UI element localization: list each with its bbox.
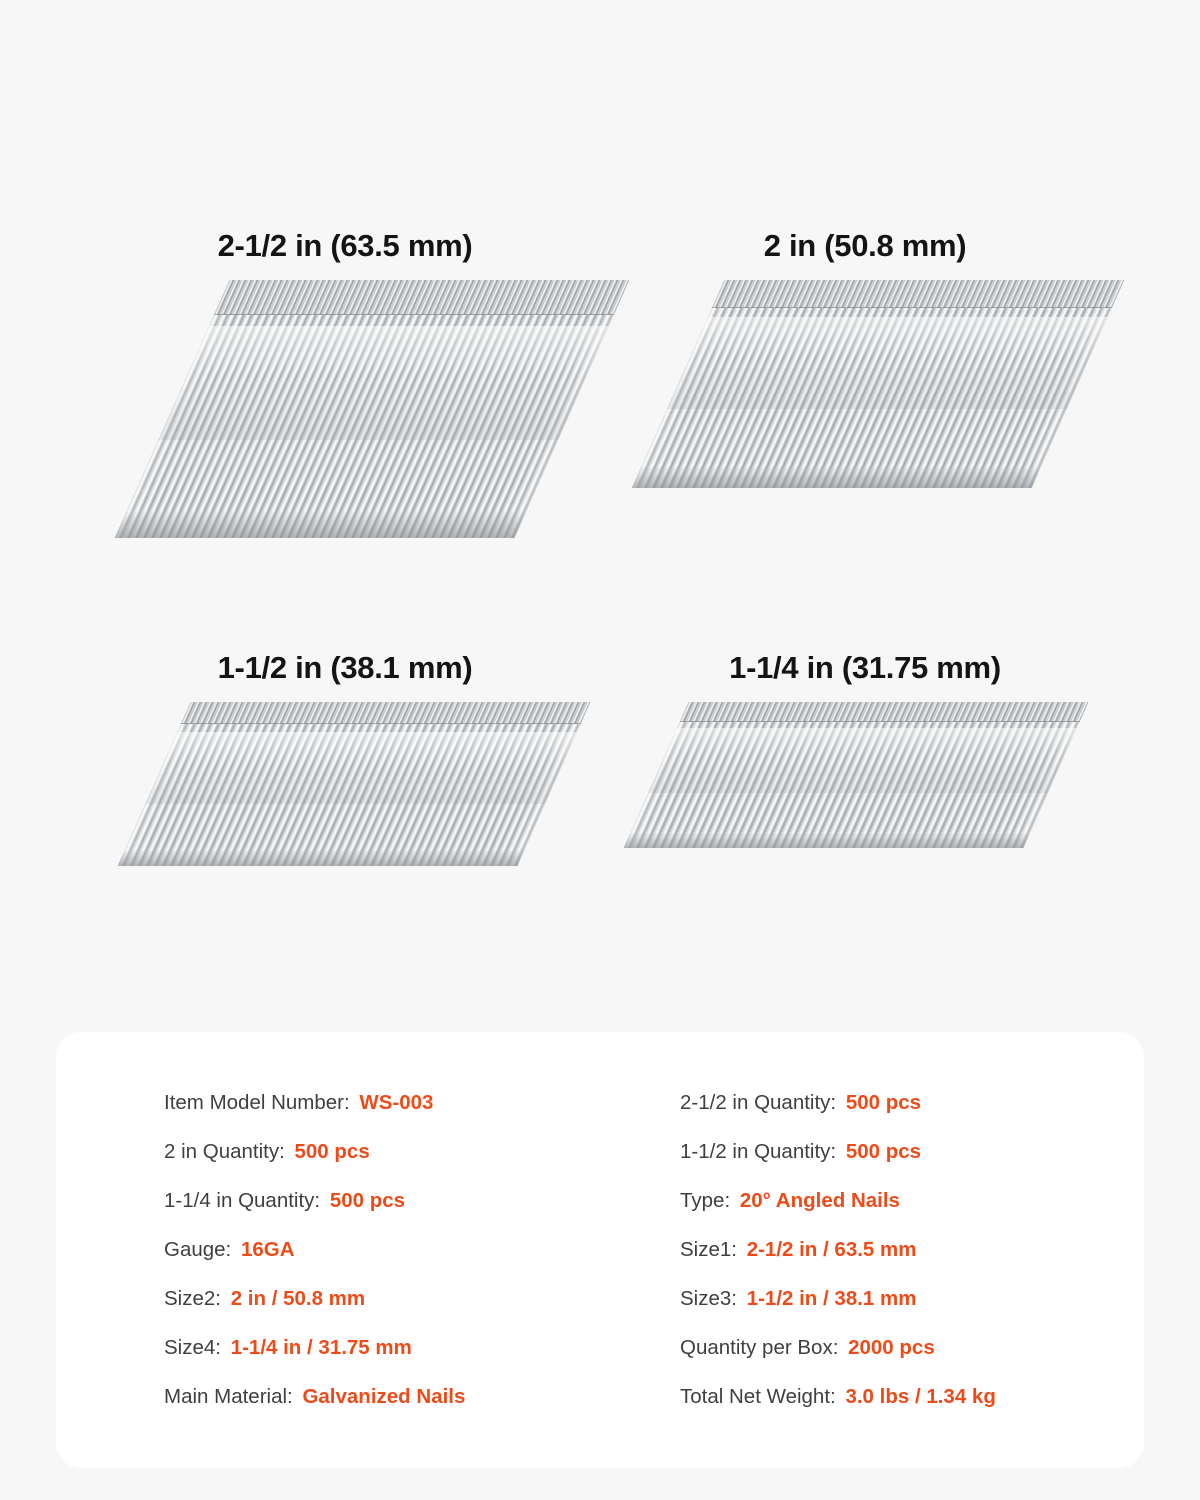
nail-size-label-1: 2-1/2 in (63.5 mm) xyxy=(217,228,473,263)
spec-key: Type: xyxy=(680,1189,731,1212)
spec-key: Size4: xyxy=(164,1336,221,1359)
spec-value: Galvanized Nails xyxy=(302,1385,466,1408)
spec-row-type xyxy=(680,1176,1144,1225)
nail-size-label-2: 2 in (50.8 mm) xyxy=(763,228,967,263)
spec-row-size1 xyxy=(680,1225,1144,1274)
spec-key: 1-1/2 in Quantity: xyxy=(680,1140,837,1163)
product-cell-3 xyxy=(110,650,580,866)
spec-value: 2-1/2 in / 63.5 mm xyxy=(746,1238,917,1261)
spec-row-2-1-2-in-quantity xyxy=(680,1078,1144,1127)
spec-value: 500 pcs xyxy=(329,1189,406,1212)
spec-value: 2 in / 50.8 mm xyxy=(230,1287,366,1310)
spec-value: 20° Angled Nails xyxy=(739,1189,900,1212)
spec-row-2-in-quantity xyxy=(164,1127,600,1176)
spec-row-1-1-4-in-quantity xyxy=(164,1176,600,1225)
spec-row-size3 xyxy=(680,1274,1144,1323)
spec-value: 2000 pcs xyxy=(848,1336,935,1359)
nail-tips-1 xyxy=(115,512,526,538)
specification-column-left xyxy=(56,1078,600,1421)
product-cell-1 xyxy=(110,228,580,538)
specification-columns xyxy=(56,1078,1144,1421)
spec-row-item-model-number xyxy=(164,1078,600,1127)
nail-tips-2 xyxy=(632,467,1041,488)
nail-strip-2-in xyxy=(640,280,1090,488)
product-cell-2 xyxy=(640,228,1090,488)
spec-key: Quantity per Box: xyxy=(680,1336,839,1359)
spec-row-total-net-weight xyxy=(680,1372,1144,1421)
specification-column-right xyxy=(600,1078,1144,1421)
spec-value: 3.0 lbs / 1.34 kg xyxy=(845,1385,996,1408)
spec-key: Total Net Weight: xyxy=(680,1385,836,1408)
spec-key: 2 in Quantity: xyxy=(164,1140,285,1163)
spec-row-1-1-2-in-quantity xyxy=(680,1127,1144,1176)
spec-row-main-material xyxy=(164,1372,600,1421)
spec-key: Size2: xyxy=(164,1287,221,1310)
spec-key: 2-1/2 in Quantity: xyxy=(680,1091,837,1114)
spec-row-quantity-per-box xyxy=(680,1323,1144,1372)
spec-value: 500 pcs xyxy=(845,1140,922,1163)
spec-value: 500 pcs xyxy=(294,1140,370,1163)
spec-key: Size1: xyxy=(680,1238,737,1261)
spec-key: Item Model Number: xyxy=(164,1091,350,1114)
spec-value: 1-1/2 in / 38.1 mm xyxy=(746,1287,917,1310)
nail-strip-2-1-2-in xyxy=(110,280,580,538)
spec-row-size2 xyxy=(164,1274,600,1323)
nail-strip-1-1-4-in xyxy=(640,702,1090,848)
nail-size-label-3: 1-1/2 in (38.1 mm) xyxy=(217,650,473,685)
spec-key: Gauge: xyxy=(164,1238,232,1261)
spec-key: Main Material: xyxy=(164,1385,293,1408)
specification-card xyxy=(56,1032,1144,1468)
nail-tips-3 xyxy=(117,850,524,866)
nail-strip-1-1-2-in xyxy=(110,702,580,866)
spec-value: 16GA xyxy=(240,1238,295,1261)
spec-row-gauge xyxy=(164,1225,600,1274)
product-cell-4 xyxy=(640,650,1090,848)
spec-value: 1-1/4 in / 31.75 mm xyxy=(230,1336,412,1359)
spec-value: WS-003 xyxy=(359,1091,434,1114)
spec-key: Size3: xyxy=(680,1287,737,1310)
spec-value: 500 pcs xyxy=(845,1091,922,1114)
nail-size-label-4: 1-1/4 in (31.75 mm) xyxy=(729,650,1001,685)
spec-key: 1-1/4 in Quantity: xyxy=(164,1189,321,1212)
nail-tips-4 xyxy=(623,833,1029,848)
spec-row-size4 xyxy=(164,1323,600,1372)
